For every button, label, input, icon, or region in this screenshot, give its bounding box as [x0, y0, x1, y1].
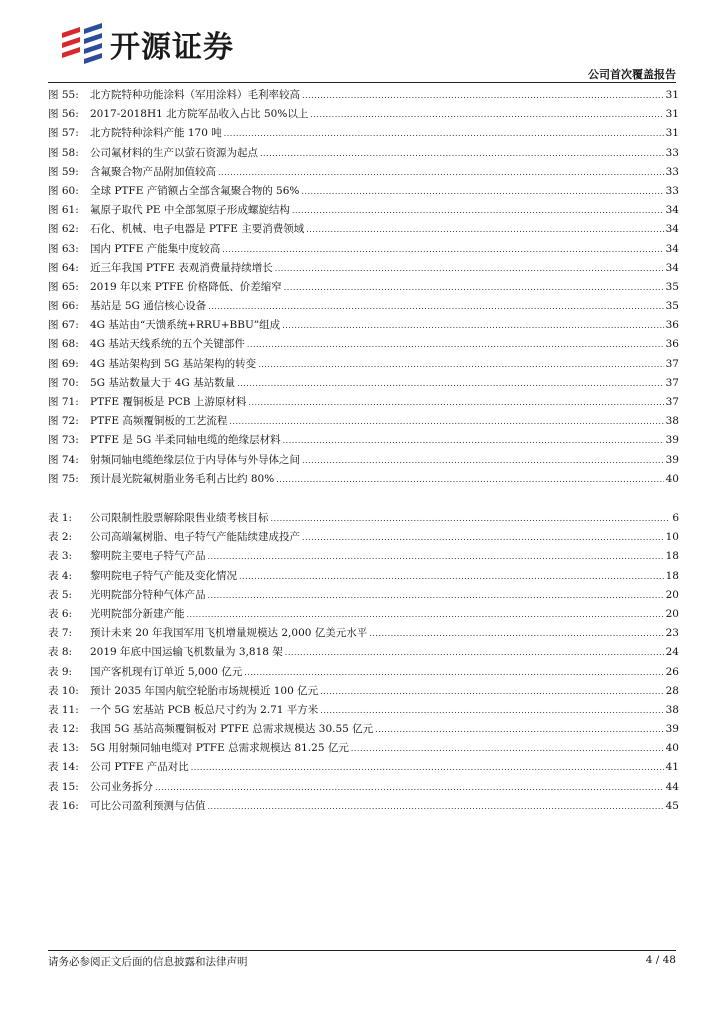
figure-entry-title: 公司氟材料的生产以萤石资源为起点 [90, 146, 258, 159]
table-entry-number: 表 4: [48, 569, 73, 582]
table-entry-page: 28 [665, 684, 679, 697]
figure-entry-page: 37 [665, 357, 679, 370]
figure-entry[interactable] [48, 355, 679, 374]
figure-entry-number: 图 65: [48, 280, 79, 293]
dot-leader [208, 297, 663, 316]
figure-entry-number: 图 64: [48, 261, 79, 274]
figure-entry-number: 图 59: [48, 165, 79, 178]
table-entry-page: 18 [665, 569, 679, 582]
table-entry-number: 表 10: [48, 684, 79, 697]
figure-entry-page: 31 [665, 89, 679, 101]
dot-leader [237, 374, 663, 393]
figure-entry-number: 图 63: [48, 242, 79, 255]
table-entry-page: 45 [665, 799, 679, 812]
figure-entry[interactable] [48, 451, 679, 470]
figure-entry-number: 图 73: [48, 434, 79, 447]
table-entry[interactable] [48, 701, 679, 720]
figure-entry-title: PTFE 高频覆铜板的工艺流程 [90, 415, 228, 428]
figure-entry[interactable] [48, 278, 679, 297]
figure-entry[interactable] [48, 374, 679, 393]
table-entry-title: 公司 PTFE 产品对比 [90, 761, 189, 774]
figure-entry-title: 4G 基站架构到 5G 基站架构的转变 [90, 357, 257, 370]
table-entry-title: 2019 年底中国运输飞机数量为 3,818 架 [90, 646, 283, 659]
dot-leader [229, 412, 663, 431]
table-entry-number: 表 15: [48, 780, 79, 793]
figure-entry-page: 33 [665, 146, 679, 159]
figure-entry-page: 35 [665, 300, 679, 313]
table-entry[interactable] [48, 605, 679, 624]
figure-entry-page: 40 [665, 472, 679, 485]
figure-entry[interactable] [48, 393, 679, 412]
dot-leader [155, 778, 664, 797]
table-entry-page: 23 [665, 627, 679, 640]
figure-entry[interactable] [48, 431, 679, 450]
dot-leader [208, 586, 664, 605]
table-entry[interactable] [48, 547, 679, 566]
figure-entry-title: 4G 基站天线系统的五个关键部件 [90, 338, 245, 351]
dot-leader [351, 739, 664, 758]
figure-entry-title: 近三年我国 PTFE 表观消费量持续增长 [90, 261, 273, 274]
dot-leader [310, 105, 663, 124]
figure-entry-page: 36 [665, 338, 679, 351]
figure-entry[interactable] [48, 297, 679, 316]
figure-entry-page: 31 [665, 108, 679, 121]
table-entry-page: 18 [665, 550, 679, 563]
figure-entry[interactable] [48, 259, 679, 278]
table-entry-number: 表 16: [48, 799, 79, 812]
dot-leader [306, 220, 663, 239]
figure-entry-title: 石化、机械、电子电器是 PTFE 主要消费领域 [90, 223, 305, 236]
dot-leader [191, 758, 664, 777]
table-entry-title: 黎明院主要电子特气产品 [90, 550, 206, 563]
table-entry[interactable] [48, 778, 679, 797]
figure-entry-page: 34 [665, 261, 679, 274]
table-entry[interactable] [48, 682, 679, 701]
dot-leader [218, 163, 664, 182]
figure-entry-title: PTFE 是 5G 半柔同轴电缆的绝缘层材料 [90, 434, 281, 447]
table-entry[interactable] [48, 509, 679, 528]
dot-leader [247, 335, 664, 354]
dot-leader [275, 259, 664, 278]
table-entry-page: 41 [665, 761, 679, 774]
figure-entry-page: 33 [665, 184, 679, 197]
figure-entry-title: 全球 PTFE 产销额占全部含氟聚合物的 56% [90, 184, 300, 197]
table-entry-number: 表 11: [48, 703, 79, 716]
figure-entry-page: 36 [665, 319, 679, 332]
dot-leader [285, 643, 664, 662]
table-entry-number: 表 5: [48, 588, 73, 601]
dot-leader [258, 355, 663, 374]
figure-entry[interactable] [48, 240, 679, 259]
table-entry-title: 预计未来 20 年我国军用飞机增量规模达 2,000 亿美元水平 [90, 627, 368, 640]
figure-entry-number: 图 58: [48, 146, 79, 159]
figure-entry-number: 图 55: [48, 89, 79, 101]
figure-entry-page: 35 [665, 280, 679, 293]
figure-entry-title: 4G 基站由“天馈系统+RRU+BBU”组成 [90, 319, 281, 332]
figure-entry-title: 2019 年以来 PTFE 价格降低、价差缩窄 [90, 280, 282, 293]
dot-leader [282, 316, 663, 335]
figure-entry-number: 图 56: [48, 108, 79, 121]
dot-leader [320, 682, 664, 701]
figure-entry-number: 图 66: [48, 300, 79, 313]
table-entry-title: 国产客机现有订单近 5,000 亿元 [90, 665, 243, 678]
dot-leader [369, 624, 663, 643]
brand-name: 开源证券 [110, 30, 234, 65]
table-entry-number: 表 3: [48, 550, 73, 563]
page-number: 4 / 48 [645, 954, 676, 966]
table-entry-title: 黎明院电子特气产能及变化情况 [90, 569, 237, 582]
table-entry-title: 公司高端氟树脂、电子特气产能陆续建成投产 [90, 531, 300, 544]
table-entry-title: 预计 2035 年国内航空轮胎市场规模近 100 亿元 [90, 684, 319, 697]
figure-entry-number: 图 74: [48, 453, 79, 466]
dot-leader [302, 451, 664, 470]
table-entry[interactable] [48, 797, 679, 816]
table-entry[interactable] [48, 663, 679, 682]
table-entry-page: 39 [665, 723, 679, 736]
figure-entry[interactable] [48, 163, 679, 182]
figure-entry[interactable] [48, 105, 679, 124]
table-entry-number: 表 2: [48, 531, 73, 544]
dot-leader [283, 431, 664, 450]
page-header [0, 0, 724, 84]
figure-entry-page: 34 [665, 204, 679, 217]
figure-entry-title: 含氟聚合物产品附加值较高 [90, 165, 216, 178]
table-index-list [48, 509, 679, 816]
figure-entry[interactable] [48, 182, 679, 201]
dot-leader [208, 797, 664, 816]
dot-leader [302, 86, 664, 105]
figure-entry-page: 39 [665, 453, 679, 466]
figure-entry-number: 图 62: [48, 223, 79, 236]
figure-entry[interactable] [48, 335, 679, 354]
table-entry-number: 表 6: [48, 607, 73, 620]
header-divider [48, 82, 676, 83]
table-entry-page: 6 [672, 512, 679, 524]
figure-entry-title: 预计晨光院氟树脂业务毛利占比约 80% [90, 472, 275, 485]
table-entry-number: 表 7: [48, 627, 73, 640]
table-entry-page: 10 [665, 531, 679, 544]
table-entry-page: 44 [665, 780, 679, 793]
figure-entry-title: 国内 PTFE 产能集中度较高 [90, 242, 221, 255]
table-entry[interactable] [48, 720, 679, 739]
figure-entry-title: 北方院特种涂料产能 170 吨 [90, 127, 222, 140]
table-entry-title: 我国 5G 基站高频覆铜板对 PTFE 总需求规模达 30.55 亿元 [90, 723, 374, 736]
figure-entry[interactable] [48, 144, 679, 163]
figure-entry-number: 图 60: [48, 184, 79, 197]
figure-entry-page: 31 [665, 127, 679, 140]
figure-entry[interactable] [48, 86, 679, 105]
table-entry[interactable] [48, 567, 679, 586]
table-entry[interactable] [48, 758, 679, 777]
table-entry-number: 表 1: [48, 512, 73, 524]
dot-leader [224, 124, 664, 143]
table-entry-page: 26 [665, 665, 679, 678]
dot-leader [208, 547, 664, 566]
figure-entry[interactable] [48, 124, 679, 143]
dot-leader [222, 240, 663, 259]
table-entry[interactable] [48, 528, 679, 547]
figure-entry-title: PTFE 覆铜板是 PCB 上游原材料 [90, 396, 247, 408]
table-entry[interactable] [48, 739, 679, 758]
figure-entry-page: 37 [665, 376, 679, 389]
table-entry-page: 20 [665, 607, 679, 620]
table-entry-title: 公司业务拆分 [90, 780, 153, 793]
dot-leader [248, 393, 663, 412]
figure-entry-page: 34 [665, 242, 679, 255]
figure-entry-number: 图 75: [48, 472, 79, 485]
figure-entry[interactable] [48, 316, 679, 335]
table-entry-title: 公司限制性股票解除限售业绩考核目标 [90, 512, 269, 524]
figure-entry-title: 2017-2018H1 北方院军品收入占比 50%以上 [90, 108, 309, 121]
report-type-label: 公司首次覆盖报告 [588, 68, 676, 81]
figure-entry-title: 北方院特种功能涂料（军用涂料）毛利率较高 [90, 89, 300, 101]
table-entry-title: 5G 用射频同轴电缆对 PTFE 总需求规模达 81.25 亿元 [90, 742, 349, 755]
table-entry-number: 表 13: [48, 742, 79, 755]
dot-leader [292, 201, 664, 220]
figure-entry-number: 图 72: [48, 415, 79, 428]
figure-entry-title: 5G 基站数量大于 4G 基站数量 [90, 376, 236, 389]
figure-entry-page: 38 [665, 415, 679, 428]
figure-entry-number: 图 67: [48, 319, 79, 332]
dot-leader [187, 605, 664, 624]
figure-entry-number: 图 69: [48, 357, 79, 370]
table-entry-number: 表 9: [48, 665, 73, 678]
figure-entry-title: 射频同轴电缆绝缘层位于内导体与外导体之间 [90, 453, 300, 466]
table-entry-page: 24 [665, 646, 679, 659]
figure-entry-number: 图 57: [48, 127, 79, 140]
figure-entry[interactable] [48, 201, 679, 220]
dot-leader [276, 470, 663, 489]
table-entry-title: 一个 5G 宏基站 PCB 板总尺寸约为 2.71 平方米 [90, 703, 319, 716]
figure-entry-number: 图 61: [48, 204, 79, 217]
table-entry-number: 表 14: [48, 761, 79, 774]
dot-leader [375, 720, 663, 739]
dot-leader [271, 509, 671, 528]
table-entry-number: 表 8: [48, 646, 73, 659]
figure-entry-title: 基站是 5G 通信核心设备 [90, 300, 207, 313]
dot-leader [244, 663, 663, 682]
figure-entry-page: 34 [665, 223, 679, 236]
figure-entry-page: 33 [665, 165, 679, 178]
dot-leader [239, 567, 664, 586]
dot-leader [320, 701, 663, 720]
table-entry-page: 40 [665, 742, 679, 755]
footer-disclaimer: 请务必参阅正文后面的信息披露和法律声明 [48, 956, 248, 968]
dot-leader [301, 182, 663, 201]
brand-logo [58, 22, 234, 66]
figure-entry-page: 37 [665, 396, 679, 408]
dot-leader [260, 144, 664, 163]
figure-entry-page: 39 [665, 434, 679, 447]
figure-index-list [48, 86, 679, 489]
table-entry[interactable] [48, 624, 679, 643]
table-entry-number: 表 12: [48, 723, 79, 736]
table-entry-title: 光明院部分新建产能 [90, 607, 185, 620]
table-entry-page: 38 [665, 703, 679, 716]
figure-entry-number: 图 70: [48, 376, 79, 389]
figure-entry[interactable] [48, 470, 679, 489]
dot-leader [302, 528, 664, 547]
figure-entry-number: 图 68: [48, 338, 79, 351]
table-entry[interactable] [48, 586, 679, 605]
table-entry-title: 光明院部分特种气体产品 [90, 588, 206, 601]
figure-entry[interactable] [48, 220, 679, 239]
brand-logo-icon [58, 23, 106, 65]
table-entry-title: 可比公司盈利预测与估值 [90, 799, 206, 812]
figure-entry[interactable] [48, 412, 679, 431]
footer-divider [48, 950, 676, 951]
table-entry-page: 20 [665, 588, 679, 601]
dot-leader [284, 278, 664, 297]
table-entry[interactable] [48, 643, 679, 662]
figure-entry-title: 氟原子取代 PE 中全部氢原子形成螺旋结构 [90, 204, 290, 217]
figure-entry-number: 图 71: [48, 396, 79, 408]
